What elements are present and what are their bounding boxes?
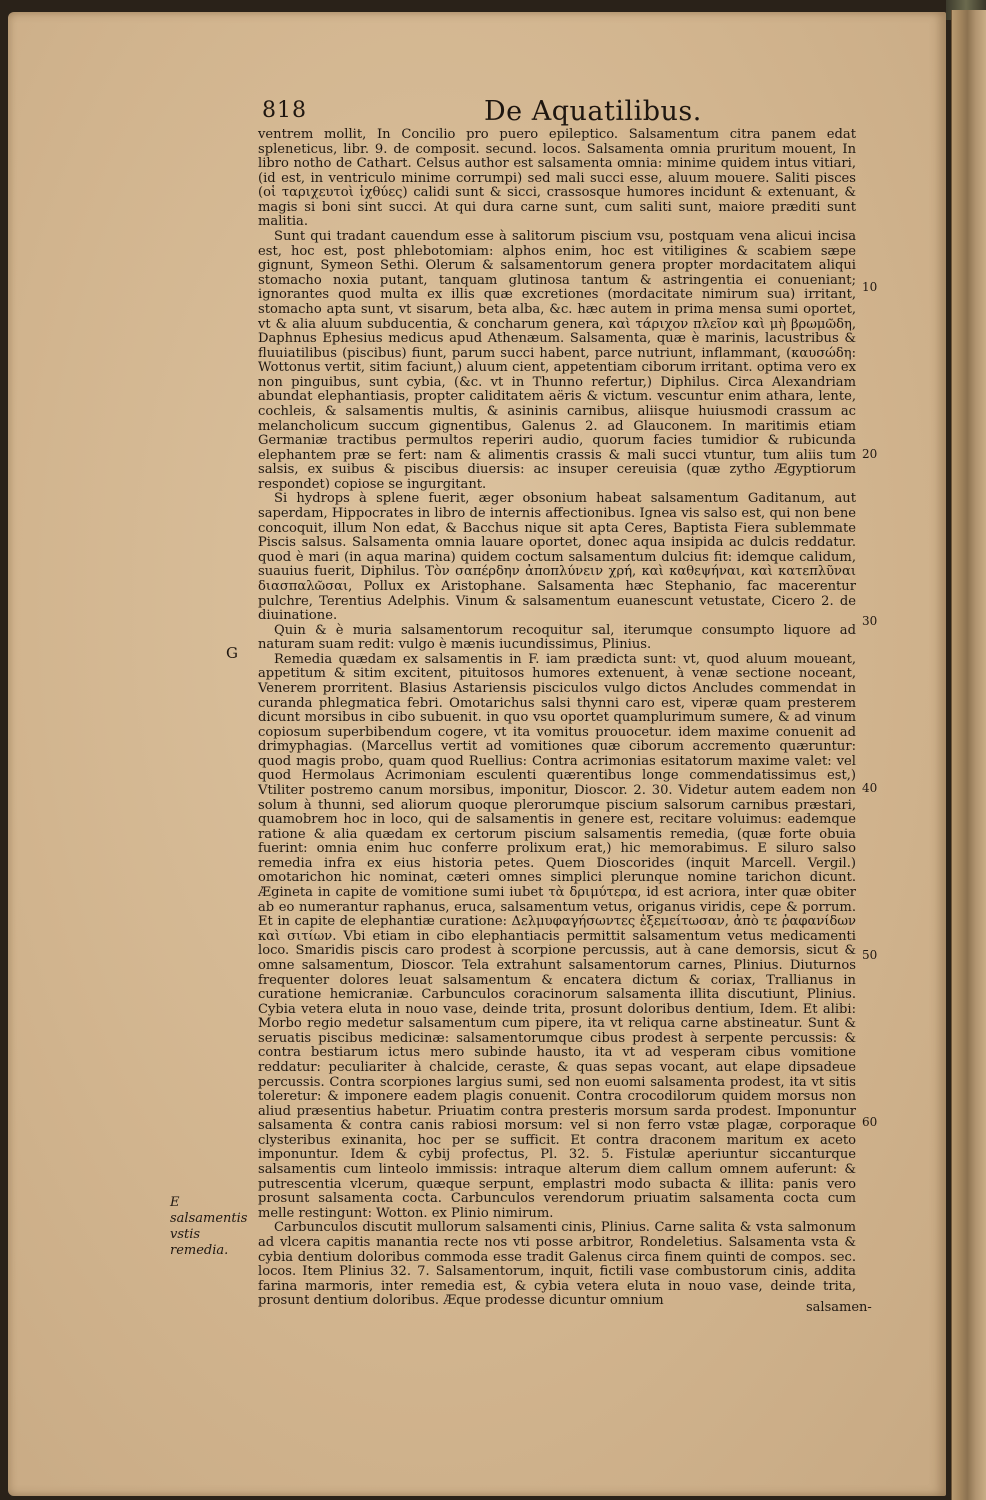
marginal-note: E salsamentis vstis remedia. [170,1195,248,1258]
line-number-60: 60 [862,1115,878,1129]
page-number: 818 [262,98,307,123]
section-letter: G [226,644,238,662]
line-number-40: 40 [862,781,878,795]
paragraph: Carbunculos discutit mullorum salsamenti cinis, Plinius. Carne salita & vsta salmonum ad vlcera capitis manantia recte nos vti posse arbitror, Rondeletius. Salsamenta vsta & cybia dentium doloribus commoda esse tradit Galenus circa finem quinti de compos. sec. locos. Item Plinius 32. 7. Salsamentorum, inquit, fictili vase combustorum cinis, addita farina marmoris, inter remedia est, & cybia vetera eluta in nouo vase, deinde trita, prosunt dentium doloribus. Æque prodesse dicuntur omnium [258,1220,856,1309]
line-number-30: 30 [862,614,878,628]
line-number-10: 10 [862,280,878,294]
paragraph: ventrem mollit, In Concilio pro puero epileptico. Salsamentum citra panem edat spleneticus, libr. 9. de composit. secund. locos. Salsamenta omnia pruritum mouent, In libro notho de Cathart. Celsus author est salsamenta omnia: minime quidem intus vitiari, (id est, in ventriculo minime corrumpi) sed mali succi esse, aluum mouere. Saliti pisces (οἱ ταριχευτοὶ ἰχθύες) calidi sunt & sicci, crassosque humores incidunt & extenuant, & magis si boni sint succi. At qui dura carne sunt, cum saliti sunt, maiore præditi sunt malitia. [258,127,856,230]
paragraph: Remedia quædam ex salsamentis in F. iam prædicta sunt: vt, quod aluum moueant, appetitum & sitim excitent, pituitosos humores extenuent, à venæ sectione noceant, Venerem prorritent. Blasius Astariensis pisciculos vulgo dictos Ancludes commendat in curanda phlegmatica febri. Omotarichus salsi thynni caro est, viperæ quam presterem dicunt morsibus in cibo subuenit. in quo vsu oportet quamplurimum sumere, & ad vinum copiosum superbibendum cogere, vt ita vomitus prouocetur. idem maxime conuenit ad drimyphagias. (Marcellus vertit ad vomitiones quæ ciborum accremento quæruntur: quod magis probo, quam quod Ruellius: Contra acrimonias esitatorum maxime valet: vel quod Hermolaus Acrimoniam esculenti quærentibus longe commendatissimus est,) Vtiliter postremo canum morsibus, imponitur, Dioscor. 2. 30. Videtur autem eadem non solum à thunni, sed aliorum quoque plerorumque piscium salsorum carnibus præstari, quamobrem hoc in loco, qui de salsamentis in genere est, recitare voluimus: eademque ratione & alia quædam ex certorum piscium salsamentis remedia, (quæ forte obuia fuerint: omnia enim huc conferre prolixum erat,) hic memorabimus. E siluro salso remedia infra ex eius historia petes. Quem Dioscorides (inquit Marcell. Vergil.) omotarichon hic nominat, cæteri omnes simplici plerunque nomine tarichon dicunt. Ægineta in capite de vomitione sumi iubet τὰ δριμύτερα, id est acriora, inter quæ obiter ab eo numerantur raphanus, eruca, salsamentum vetus, origanus viridis, cepe & porrum. Et in capite de elephantiæ curatione: Δελμυφαγήσωντες ἐξεμείτωσαν, ἀπὸ τε ῥαφανίδων καὶ σιτίων. Vbi etiam in cibo elephantiacis permittit salsamentum vetus medicamenti loco. Smaridis piscis caro prodest à scorpione percussis, aut à cane demorsis, sicut & omne salsamentum, Dioscor. Tela extrahunt salsamentorum carnes, Plinius. Diuturnos frequenter dolores leuat salsamentum & encatera dictum & coriax, Trallianus in curatione hemicraniæ. Carbunculos coracinorum salsamenta illita discutiunt, Plinius. Cybia vetera eluta in nouo vase, deinde trita, prosunt doloribus dentium, Idem. Et alibi: Morbo regio medetur salsamentum cum pipere, ita vt reliqua carne abstineatur. Sunt & seruatis piscibus medicinæ: salsamentorumque cibus prodest à serpente percussis: & contra bestiarum ictus mero subinde hausto, ita vt ad vesperam cibus vomitione reddatur: peculiariter à chalcide, ceraste, & quas sepas vocant, aut elape dipsadeue percussis. Contra scorpiones largius sumi, sed non euomi salsamenta prodest, ita vt sitis toleretur: & imponere eadem plagis conuenit. Contra crocodilorum quidem morsus non aliud præsentius habetur. Priuatim contra presteris morsum sarda prodest. Imponuntur salsamenta & contra canis rabiosi morsum: vel si non ferro vstæ plagæ, corporaque clysteribus exinanita, hoc per se sufficit. Et contra draconem maritum ex aceto imponuntur. Idem & cybij profectus, Pl. 32. 5. Fistulæ aperiuntur siccanturque salsamentis cum linteolo immissis: intraque alterum diem callum omnem auferunt: & putrescentia vlcerum, quæque serpunt, emplastri modo subacta & illita: panis vero prosunt salsamenta cocta. Carbunculos verendorum priuatim salsamenta cocta cum melle restingunt: Wotton. ex Plinio nimirum. [258,651,856,1221]
running-head [262,96,862,126]
body-text [258,128,856,1309]
paragraph: Quin & è muria salsamentorum recoquitur sal, iterumque consumpto liquore ad naturam suam redit: vulgo è mænis iucundissimus, Plinius. [258,622,856,653]
line-number-50: 50 [862,948,878,962]
catchword: salsamen- [806,1300,872,1315]
line-number-20: 20 [862,447,878,461]
paragraph: Si hydrops à splene fuerit, æger obsonium habeat salsamentum Gaditanum, aut saperdam, Hippocrates in libro de internis affectionibus. Ignea vis salso est, qui non bene concoquit, illum Non edat, & Bacchus nique sit apta Ceres, Baptista Fiera sublemmate Piscis salsus. Salsamenta omnia lauare oportet, donec aqua insipida ac dulcis reddatur. quod è mari (in aqua marina) quidem coctum salsamentum dulcius fit: idemque calidum, suauius fuerit, Diphilus. Τὸν σαπέρδην ἀποπλύνειν χρή, καὶ καθεψήναι, καὶ κατεπλῦναι διασπαλῶσαι, Pollux ex Aristophane. Salsamenta hæc Stephanio, fac macerentur pulchre, Terentius Adelphis. Vinum & salsamentum euanescunt vetustate, Cicero 2. de diuinatione. [258,491,856,624]
paragraph: Sunt qui tradant cauendum esse à salitorum piscium vsu, postquam vena alicui incisa est, hoc est, post phlebotomiam: alphos enim, hoc est vitiligines & scabiem sæpe gignunt, Symeon Sethi. Olerum & salsamentorum genera propter mordacitatem aliqui stomacho noxia putant, tanquam glutinosa tantum & astringentia ei conueniant; ignorantes quod multa ex illis quæ excretiones (mordacitate nimirum sua) irritant, stomacho apta sunt, vt sisarum, beta alba, &c. hæc autem in prima mensa sumi oportet, vt & alia aluum subducentia, & concharum genera, καὶ τάριχον πλεῖον καὶ μὴ βρωμῶδη, Daphnus Ephesius medicus apud Athenæum. Salsamenta, quæ è marinis, lacustribus & fluuiatilibus (piscibus) fiunt, parum succi habent, parce nutriunt, inflammant, (καυσώδη: Wottonus vertit, sitim faciunt,) aluum cient, appetentiam ciborum irritant. optima vero ex non pinguibus, sunt cybia, (&c. vt in Thunno refertur,) Diphilus. Circa Alexandriam abundat elephantiasis, propter caliditatem aëris & victum. vescuntur enim athara, lente, cochleis, & salsamentis multis, & asininis carnibus, aliisque huiusmodi crassum ac melancholicum succum gignentibus, Galenus 2. ad Glauconem. In maritimis etiam Germaniæ tractibus permultos reperiri audio, quorum facies tumidior & rubicunda elephantem præ se fert: nam & alimentis crassis & mali succi vtuntur, tum aliis tum salsis, ex suibus & piscibus diuersis: ac insuper cereuisia (quæ zytho Ægyptiorum respondet) copiose se ingurgitant. [258,229,856,492]
page-edge [951,10,986,1500]
page-title: De Aquatilibus. [484,96,702,127]
